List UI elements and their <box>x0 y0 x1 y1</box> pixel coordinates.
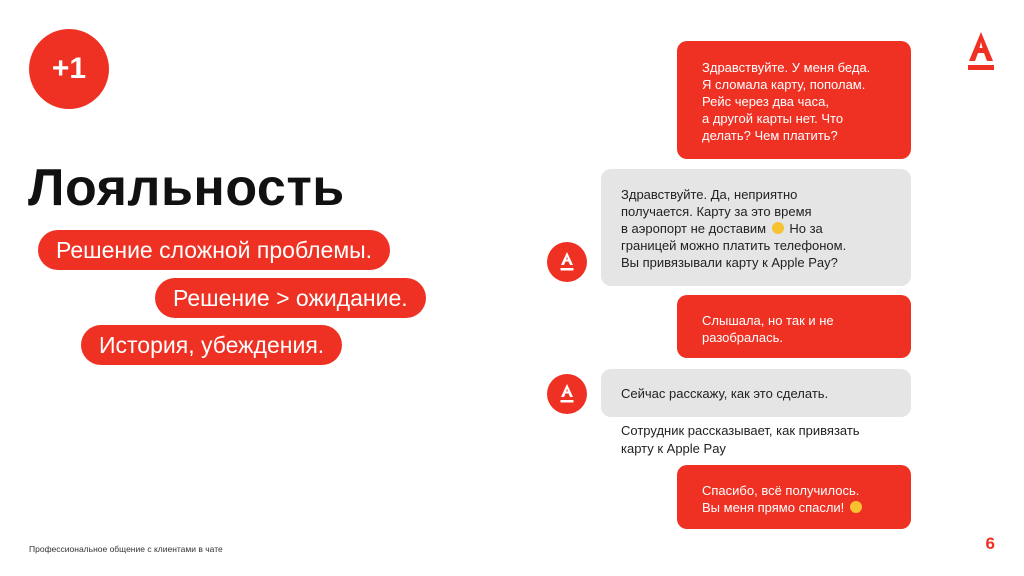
smiling-face-emoji-icon <box>772 222 784 234</box>
message-text-part: Спасибо, всё получилось. Вы меня прямо спасли! <box>702 483 860 515</box>
plus-one-badge: +1 <box>29 29 109 109</box>
alfa-logo-icon <box>964 30 998 72</box>
bank-avatar-icon <box>547 242 587 282</box>
bank-message-bubble <box>601 369 911 417</box>
message-text-part: Здравствуйте. Да, неприятно получается. Карту за это время в аэропорт не доставим <box>621 187 812 236</box>
smiling-face-emoji-icon <box>850 501 862 513</box>
message-text: Здравствуйте. У меня беда. Я сломала карту, пополам. Рейс через два часа, а другой карты нет. Что делать? Чем платить? <box>702 60 871 143</box>
message-text <box>621 186 846 271</box>
client-message-bubble <box>677 465 911 529</box>
message-text: Сейчас расскажу, как это сделать. <box>621 386 829 401</box>
operator-note: Сотрудник рассказывает, как привязать карту к Apple Pay <box>621 423 860 456</box>
pill-complex-problem: Решение сложной проблемы. <box>38 230 390 270</box>
message-text-part: Но за границей можно платить телефоном. Вы привязывали карту к Apple Pay? <box>621 221 847 270</box>
message-text <box>702 482 864 516</box>
pill-solution-vs-expectation: Решение > ожидание. <box>155 278 426 318</box>
page-number: 6 <box>985 534 995 553</box>
pill-story-beliefs: История, убеждения. <box>81 325 342 365</box>
client-message-bubble <box>677 295 911 358</box>
slide-title: Лояльность <box>28 159 345 217</box>
footer-caption: Профессиональное общение с клиентами в чате <box>29 544 223 554</box>
client-message-bubble <box>677 41 911 159</box>
bank-message-bubble <box>601 169 911 286</box>
message-text: Слышала, но так и не разобралась. <box>702 313 834 345</box>
bank-avatar-icon <box>547 374 587 414</box>
